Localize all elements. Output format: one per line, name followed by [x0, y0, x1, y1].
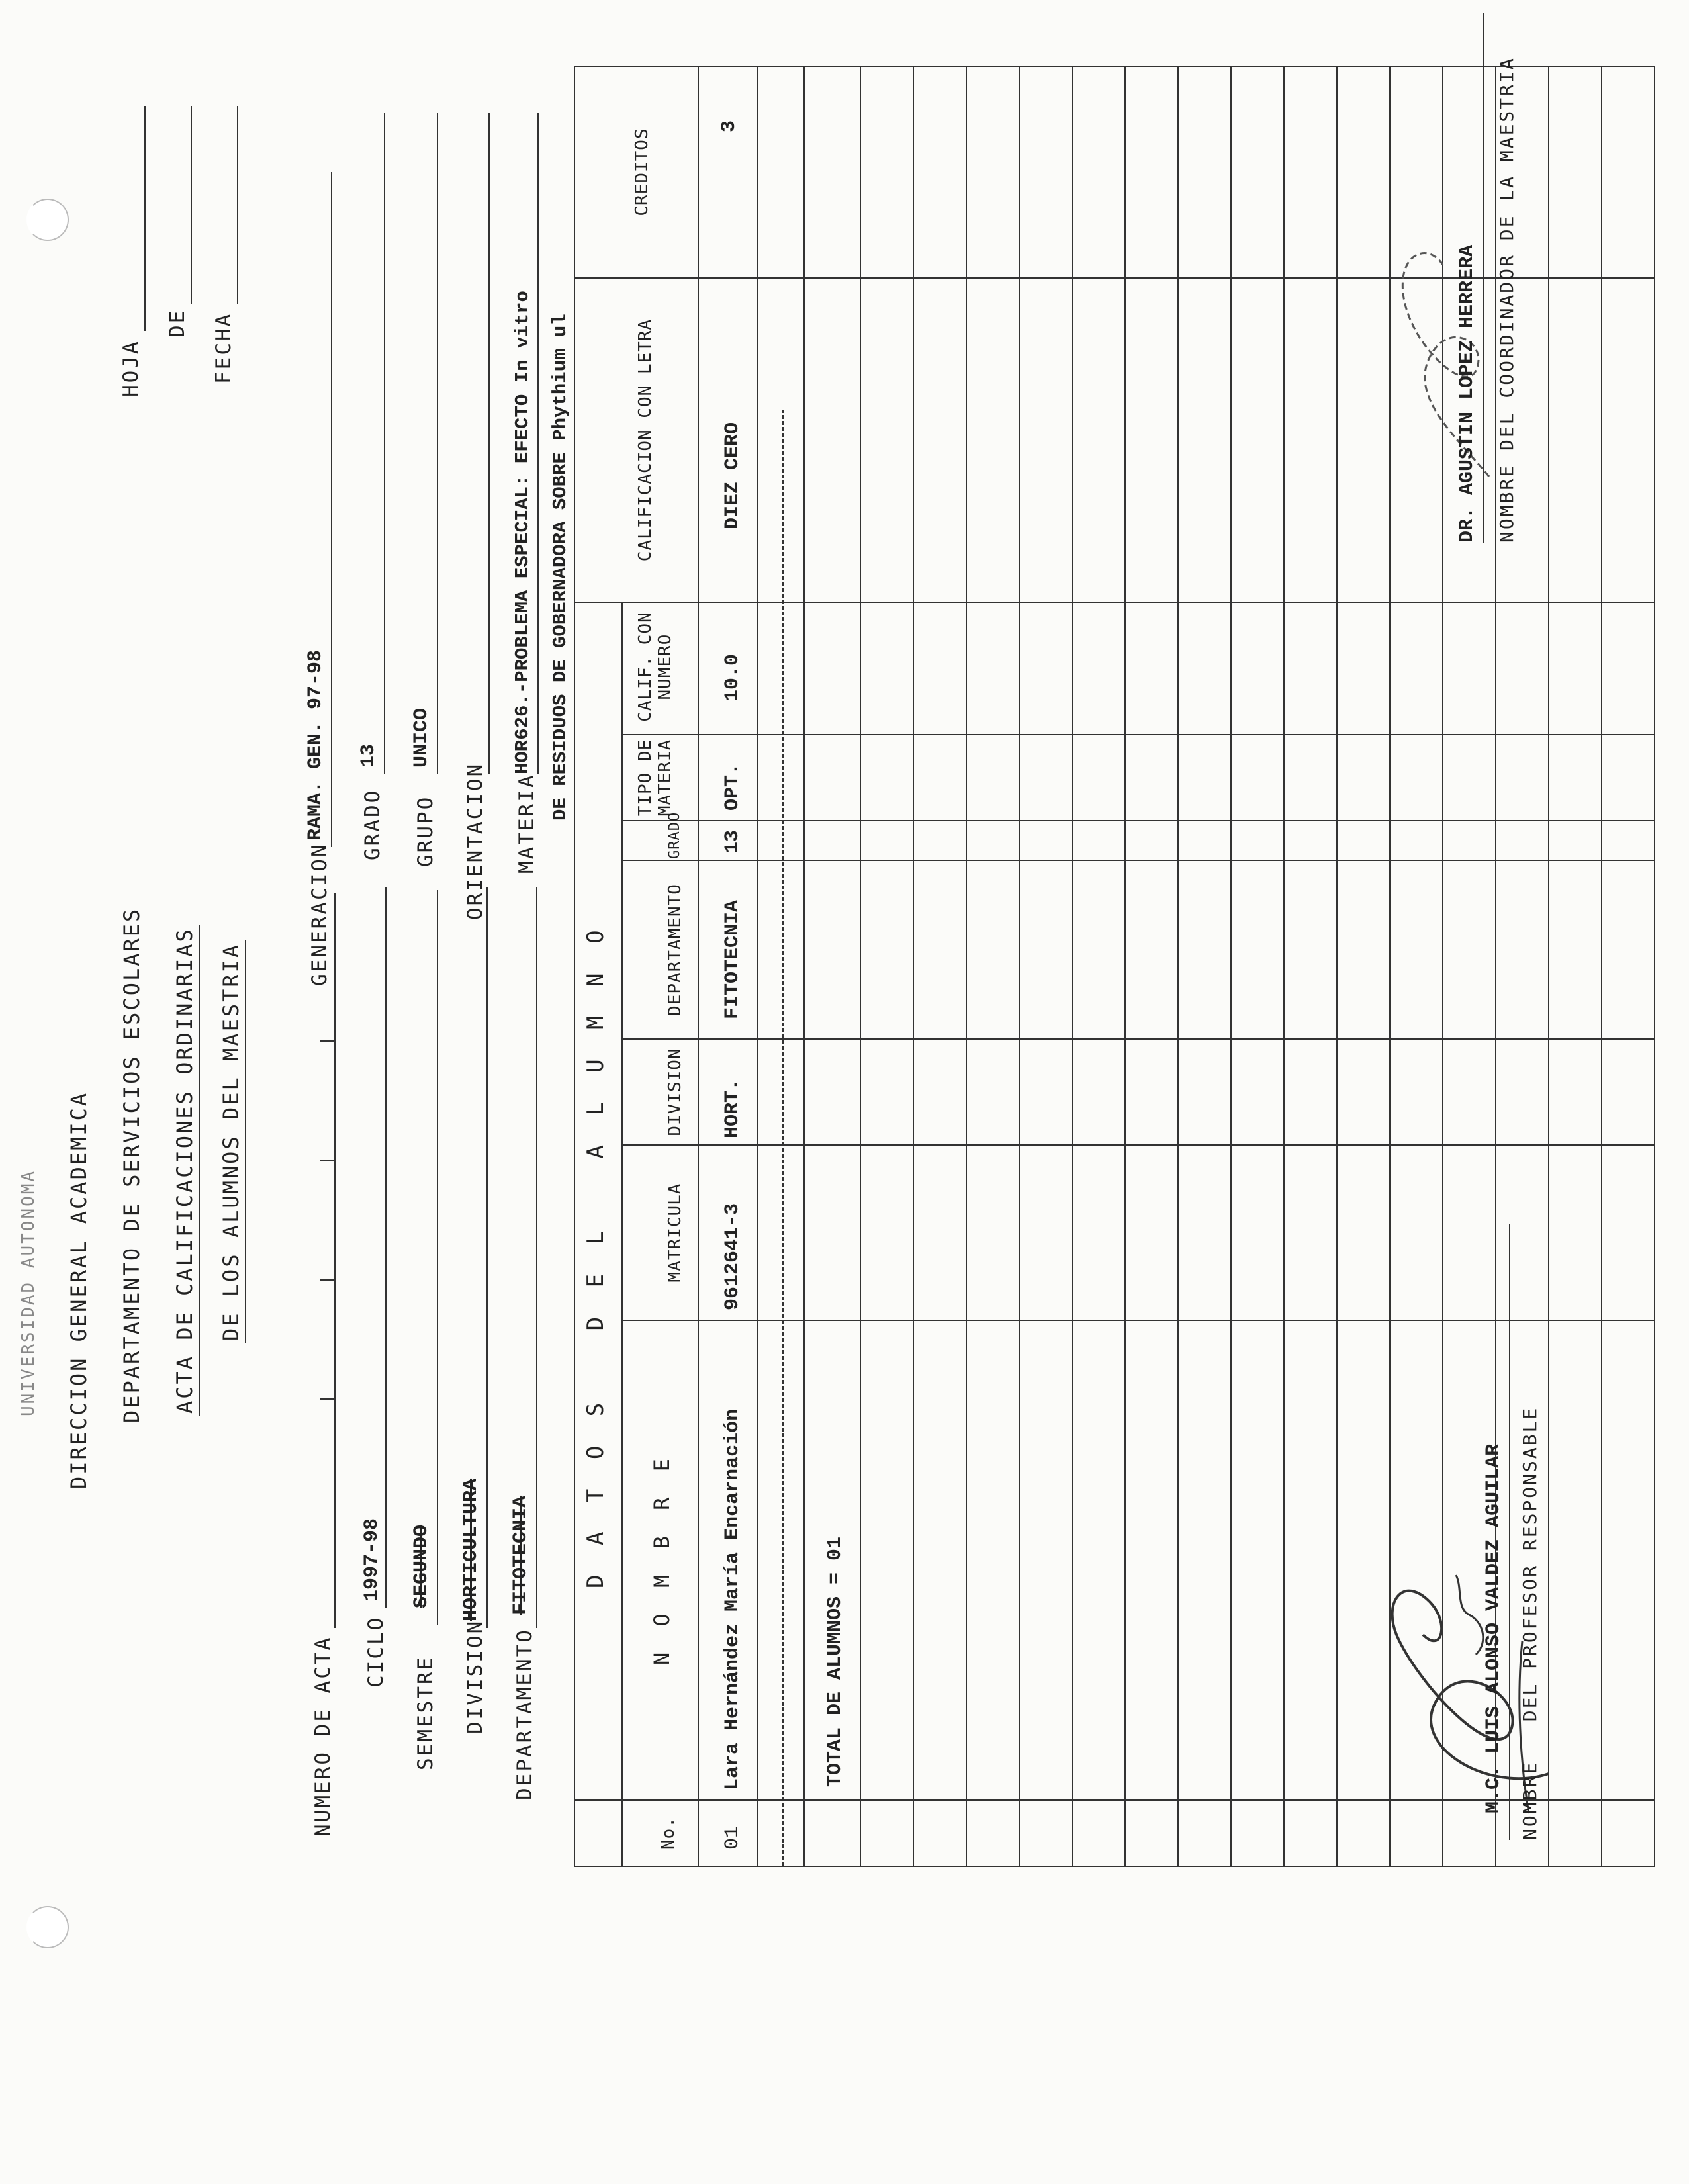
direction-title: DIRECCION GENERAL ACADEMICA — [66, 1091, 91, 1489]
generacion-value: RAMA. GEN. 97-98 — [304, 649, 327, 841]
row-calif-numero: 10.0 — [721, 653, 744, 702]
col-header-departamento: DEPARTAMENTO — [665, 884, 685, 1016]
grado-label: GRADO — [361, 788, 385, 860]
coordinator-name: DR. AGUSTIN LOPEZ HERRERA — [1456, 244, 1479, 543]
col-header-matricula: MATRICULA — [665, 1183, 685, 1283]
materia-value-line1: HOR626.-PROBLEMA ESPECIAL: EFECTO In vitro — [512, 291, 533, 774]
row-tipo: OPT. — [721, 762, 744, 811]
semestre-label: SEMESTRE — [414, 1655, 437, 1770]
professor-signature-line — [1509, 1224, 1510, 1840]
row-division: HORT. — [721, 1078, 744, 1138]
materia-label: MATERIA — [515, 773, 539, 874]
total-alumnos: TOTAL DE ALUMNOS = 01 — [824, 1536, 846, 1787]
department-title: DEPARTAMENTO DE SERVICIOS ESCOLARES — [119, 907, 144, 1423]
fecha-label: FECHA — [212, 312, 236, 384]
col-header-tipo: TIPO DE MATERIA — [635, 739, 675, 817]
hoja-label: HOJA — [119, 340, 143, 397]
university-name: UNIVERSIDAD AUTONOMA — [19, 1169, 38, 1416]
semestre-value: SEGUNDO — [410, 1524, 433, 1608]
division-label: DIVISION — [463, 1619, 487, 1734]
departamento-value: FITOTECNIA — [510, 1495, 532, 1615]
coordinator-signature — [1357, 185, 1516, 529]
departamento-label: DEPARTAMENTO — [513, 1628, 537, 1800]
row-nombre: Lara Hernández María Encarnación — [721, 1408, 744, 1790]
materia-value-line2: DE RESIDUOS DE GOBERNADORA SOBRE Phythium ul — [549, 314, 571, 821]
grupo-label: GRUPO — [414, 795, 437, 867]
professor-name: M.C. LUIS ALONSO VALDEZ AGUILAR — [1483, 1443, 1505, 1813]
grado-value: 13 — [357, 743, 380, 768]
coordinator-signature-line — [1483, 13, 1484, 543]
coordinator-caption: NOMBRE DEL COORDINADOR DE LA MAESTRIA — [1496, 56, 1518, 543]
col-header-division: DIVISION — [665, 1048, 685, 1136]
ciclo-value: 1997-98 — [361, 1518, 383, 1602]
row-grado: 13 — [721, 829, 744, 854]
division-value: HORTICULTURA — [460, 1478, 482, 1621]
numero-acta-label: NUMERO DE ACTA — [311, 1635, 335, 1837]
col-header-no: No. — [659, 1817, 678, 1850]
col-header-calif-numero: CALIF. CON NUMERO — [635, 612, 675, 722]
acta-title: ACTA DE CALIFICACIONES ORDINARIAS — [172, 925, 200, 1416]
generacion-label: GENERACION — [308, 842, 332, 986]
orientacion-label: ORIENTACION — [463, 762, 487, 920]
col-header-creditos: CREDITOS — [632, 128, 652, 216]
professor-caption: NOMBRE DEL PROFESOR RESPONSABLE — [1519, 1406, 1541, 1840]
row-departamento: FITOTECNIA — [721, 899, 744, 1019]
acta-subtitle: DE LOS ALUMNOS DEL MAESTRIA — [218, 940, 246, 1343]
col-header-grado: GRADO — [666, 811, 683, 859]
col-header-calif-letra: CALIFICACION CON LETRA — [635, 318, 655, 562]
table-banner: D A T O S D E L A L U M N O — [582, 922, 609, 1588]
row-creditos: 3 — [718, 120, 741, 132]
row-calif-letra: DIEZ CERO — [721, 422, 744, 529]
grupo-value: UNICO — [410, 707, 433, 768]
col-header-nombre: N O M B R E — [649, 1452, 674, 1665]
row-matricula: 9612641-3 — [721, 1203, 744, 1310]
de-label: DE — [165, 308, 189, 338]
ciclo-label: CICLO — [364, 1615, 388, 1688]
row-no: 01 — [721, 1825, 744, 1850]
